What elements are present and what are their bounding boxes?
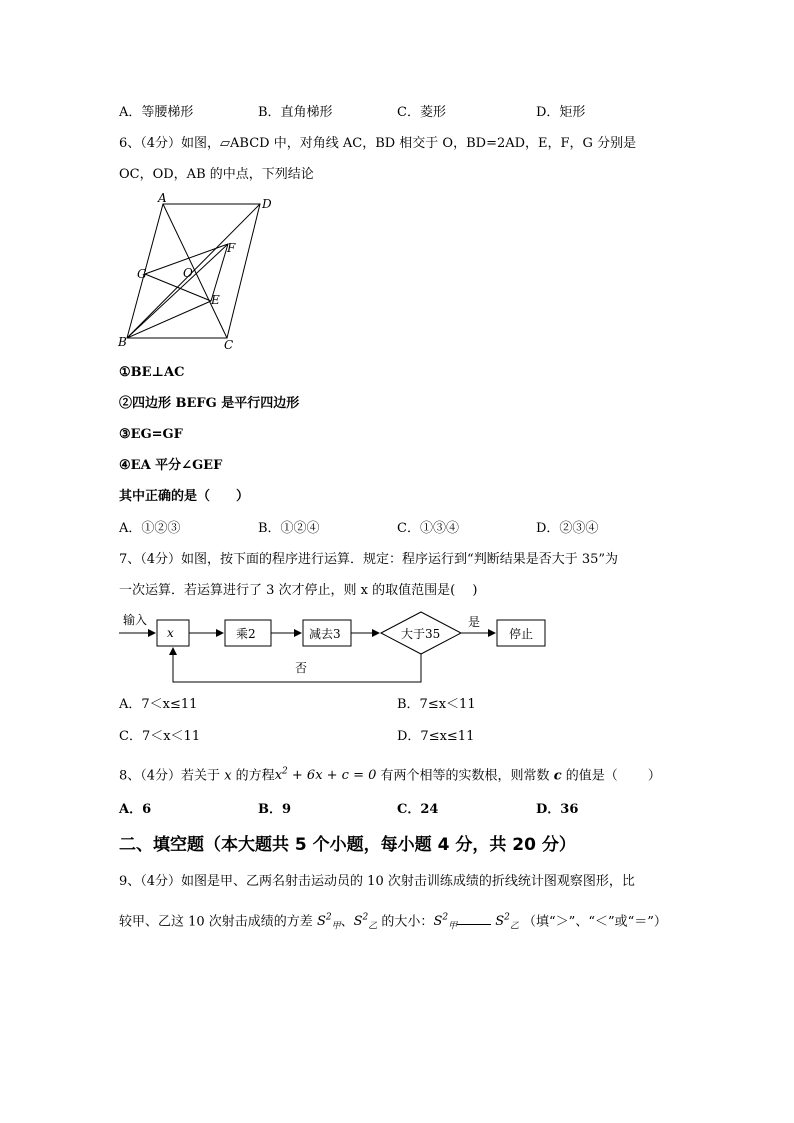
q8-option-a: A．6 [119, 802, 152, 817]
q6-option-d: D．②③④ [536, 521, 599, 536]
q7-text-line2: 一次运算．若运算进行了 3 次才停止，则 x 的取值范围是( ) [119, 583, 478, 598]
q9-line2-b: 的大小： [381, 914, 434, 930]
label-b: B [118, 335, 127, 349]
q9-sep: 、 [340, 914, 354, 930]
flow-yes-label: 是 [468, 615, 481, 629]
flow-input-label: 输入 [123, 613, 148, 627]
q6-text-line2: OC，OD，AB 的中点，下列结论 [119, 167, 314, 182]
q9-s-symbol-4: S [495, 914, 505, 930]
q9-sub-yi: 乙 [368, 921, 378, 932]
q9-s-yi-2: $S^2_乙$ [495, 913, 519, 932]
q7-text-line1: 7、（4分）如图，按下面的程序进行运算．规定：程序运行到“判断结果是否大于 35”为 [119, 552, 619, 567]
q7-option-d: D．7≤x≤11 [397, 729, 475, 744]
q8-prefix: 8、（4分）若关于 [119, 768, 221, 784]
q5-option-a: A．等腰梯形 [119, 105, 194, 120]
q8-var-c: c [553, 768, 562, 784]
q8-var-x: x [224, 768, 232, 784]
q9-s-symbol-2: S [353, 914, 363, 930]
q9-line2-a: 较甲、乙这 10 次射击成绩的方差 [119, 914, 313, 930]
label-e: E [211, 293, 220, 307]
q8-suffix: 有两个相等的实数根，则常数 [380, 768, 550, 784]
label-o: O [183, 266, 193, 280]
q6-statement-2: ②四边形 BEFG 是平行四边形 [119, 396, 300, 411]
q6-statement-4: ④EA 平分∠GEF [119, 458, 223, 473]
q7-option-b: B．7≤x＜11 [397, 697, 476, 712]
q9-line2-c: （填“＞”、“＜”或“＝”） [523, 914, 667, 930]
q9-s-symbol-3: S [433, 914, 443, 930]
q8-option-d: D．36 [536, 802, 579, 817]
label-a: A [158, 192, 167, 205]
q5-option-d: D．矩形 [536, 105, 586, 120]
q6-parallelogram-figure [110, 192, 290, 352]
q5-option-b: B．直角梯形 [258, 105, 333, 120]
q8-text [119, 763, 661, 785]
q9-s-yi: $S^2_乙$ [353, 913, 378, 932]
label-f: F [227, 241, 236, 255]
segment-bf [127, 244, 228, 338]
q9-text-line2 [119, 909, 667, 936]
q8-equation: $x^2 + 6x + c = 0$ [274, 767, 377, 784]
flow-stop-label: 停止 [509, 627, 534, 641]
q8-option-c: C．24 [397, 802, 439, 817]
q9-sub-jia: 甲 [331, 921, 341, 932]
segment-be [127, 301, 211, 338]
q9-s-jia-2: $S^2_甲$ [433, 913, 458, 932]
section-2-title: 二、填空题（本大题共 5 个小题，每小题 4 分，共 20 分） [119, 835, 576, 855]
q6-question: 其中正确的是（ ） [119, 489, 250, 504]
q9-answer-blank[interactable] [457, 912, 491, 925]
label-c: C [224, 338, 234, 352]
q9-sub-yi-2: 乙 [509, 921, 519, 932]
flow-judge-label: 大于35 [401, 627, 441, 641]
q8-end: 的值是（ ） [565, 768, 661, 784]
flow-x-label: x [167, 626, 174, 640]
diagonal-bd [127, 204, 260, 338]
segment-ge [145, 274, 211, 301]
flow-sub-label: 减去3 [309, 627, 341, 641]
q8-eq-x: x [274, 768, 283, 784]
q8-option-b: B．9 [258, 802, 292, 817]
label-d: D [262, 197, 272, 211]
q8-eq-rest: + 6x + c = 0 [287, 768, 377, 784]
q6-option-c: C．①③④ [397, 521, 459, 536]
label-g: G [137, 267, 147, 281]
q9-s-symbol: S [316, 914, 326, 930]
q6-statement-3: ③EG=GF [119, 427, 183, 442]
q6-text-line1: 6、（4分）如图，▱ABCD 中，对角线 AC，BD 相交于 O，BD=2AD，E，F，G 分别是 [119, 136, 637, 151]
q5-option-c: C．菱形 [397, 105, 446, 120]
q8-mid: 的方程 [235, 768, 275, 784]
q7-option-c: C．7＜x＜11 [119, 729, 201, 744]
q9-sub-jia-2: 甲 [448, 921, 458, 932]
q7-flowchart [115, 606, 555, 686]
q7-option-a: A．7＜x≤11 [119, 697, 198, 712]
q6-option-b: B．①②④ [258, 521, 320, 536]
q9-text-line1: 9、（4分）如图是甲、乙两名射击运动员的 10 次射击训练成绩的折线统计图观察图形，比 [119, 874, 635, 889]
flow-no-label: 否 [295, 661, 308, 675]
q9-s-jia: $S^2_甲$ [316, 913, 341, 932]
q6-statement-1: ①BE⊥AC [119, 365, 185, 380]
flow-mul-label: 乘2 [236, 627, 256, 641]
q6-option-a: A．①②③ [119, 521, 181, 536]
